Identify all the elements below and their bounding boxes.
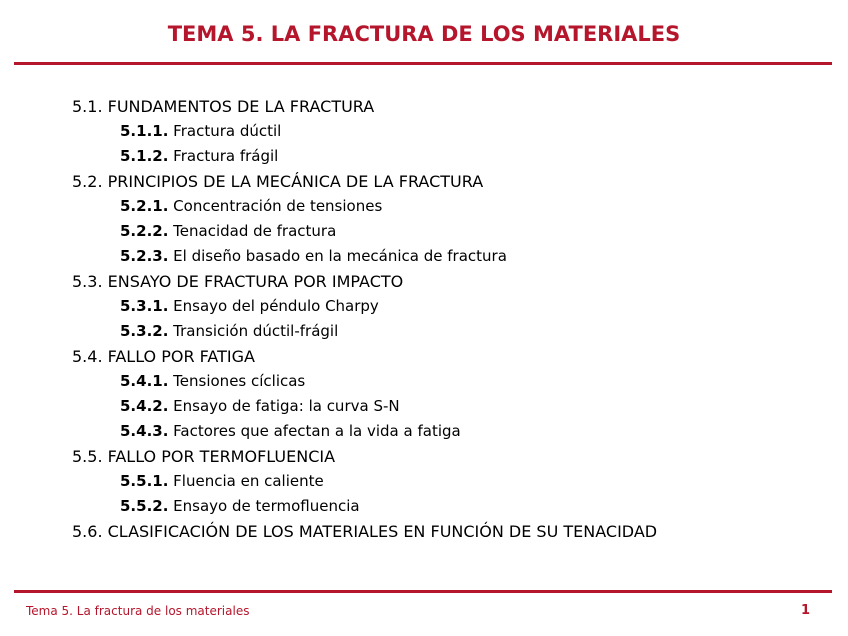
- toc-section-5-5: [72, 444, 832, 469]
- toc-subsection-label: El diseño basado en la mecánica de fractura: [168, 247, 507, 265]
- toc-subsection-label: Fractura dúctil: [168, 122, 282, 140]
- toc-subsection-label: Tenacidad de fractura: [168, 222, 337, 240]
- title-divider: [14, 62, 832, 65]
- page-number: 1: [800, 603, 810, 618]
- toc-subsection-5-5-1: [72, 469, 832, 494]
- toc-section-5-2: [72, 169, 832, 194]
- toc-section-5-6: [72, 519, 832, 544]
- toc-section-label: 5.4. FALLO POR FATIGA: [72, 347, 255, 366]
- toc-subsection-number: 5.5.2.: [120, 497, 169, 515]
- toc-subsection-number: 5.3.2.: [120, 322, 169, 340]
- toc-section-5-4: [72, 344, 832, 369]
- toc-subsection-label: Ensayo de fatiga: la curva S-N: [168, 397, 400, 415]
- toc-section-5-1: [72, 94, 832, 119]
- toc-subsection-number: 5.1.1.: [120, 122, 169, 140]
- toc-subsection-5-4-3: [72, 419, 832, 444]
- toc-section-5-3: [72, 269, 832, 294]
- table-of-contents: [72, 94, 832, 544]
- toc-subsection-label: Ensayo del péndulo Charpy: [168, 297, 379, 315]
- toc-subsection-label: Concentración de tensiones: [168, 197, 383, 215]
- toc-subsection-number: 5.1.2.: [120, 147, 169, 165]
- toc-subsection-number: 5.2.2.: [120, 222, 169, 240]
- toc-section-label: 5.2. PRINCIPIOS DE LA MECÁNICA DE LA FRACTURA: [72, 172, 484, 191]
- toc-subsection-5-4-1: [72, 369, 832, 394]
- toc-subsection-label: Tensiones cíclicas: [168, 372, 306, 390]
- toc-subsection-5-4-2: [72, 394, 832, 419]
- toc-subsection-5-2-1: [72, 194, 832, 219]
- toc-subsection-label: Fractura frágil: [168, 147, 279, 165]
- toc-subsection-5-3-2: [72, 319, 832, 344]
- toc-subsection-number: 5.4.2.: [120, 397, 169, 415]
- toc-section-label: 5.5. FALLO POR TERMOFLUENCIA: [72, 447, 336, 466]
- toc-subsection-number: 5.2.1.: [120, 197, 169, 215]
- toc-section-label: 5.3. ENSAYO DE FRACTURA POR IMPACTO: [72, 272, 404, 291]
- toc-subsection-number: 5.4.1.: [120, 372, 169, 390]
- footer-divider: [14, 590, 832, 593]
- toc-subsection-label: Ensayo de termofluencia: [168, 497, 360, 515]
- footer-title: Tema 5. La fractura de los materiales: [26, 604, 250, 618]
- toc-subsection-number: 5.2.3.: [120, 247, 169, 265]
- toc-subsection-5-2-3: [72, 244, 832, 269]
- toc-subsection-label: Factores que afectan a la vida a fatiga: [168, 422, 461, 440]
- toc-subsection-5-1-2: [72, 144, 832, 169]
- toc-section-label: 5.1. FUNDAMENTOS DE LA FRACTURA: [72, 97, 375, 116]
- toc-subsection-number: 5.4.3.: [120, 422, 169, 440]
- toc-subsection-5-3-1: [72, 294, 832, 319]
- toc-subsection-label: Fluencia en caliente: [168, 472, 324, 490]
- toc-subsection-5-5-2: [72, 494, 832, 519]
- toc-subsection-number: 5.5.1.: [120, 472, 169, 490]
- toc-subsection-label: Transición dúctil-frágil: [168, 322, 339, 340]
- toc-section-label: 5.6. CLASIFICACIÓN DE LOS MATERIALES EN FUNCIÓN DE SU TENACIDAD: [72, 522, 658, 541]
- toc-subsection-5-1-1: [72, 119, 832, 144]
- toc-subsection-number: 5.3.1.: [120, 297, 169, 315]
- toc-subsection-5-2-2: [72, 219, 832, 244]
- slide-title: TEMA 5. LA FRACTURA DE LOS MATERIALES: [167, 22, 681, 46]
